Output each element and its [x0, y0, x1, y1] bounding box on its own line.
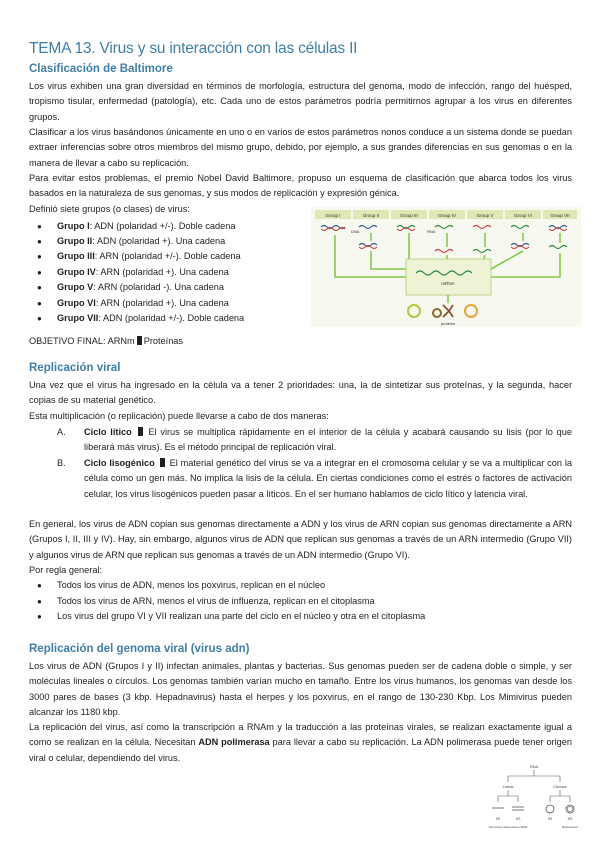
paragraph: Una vez que el virus ha ingresado en la célula va a tener 2 prioridades: una, la de sintetizar sus proteínas, y la segunda, hacer copias de su material genético.	[29, 380, 572, 406]
svg-text:Group I: Group I	[325, 213, 341, 218]
arrow-icon	[160, 458, 165, 467]
section-heading-adn: Replicación del genoma viral (virus adn)	[29, 643, 250, 655]
list-marker: A.	[57, 427, 66, 437]
objective-line: OBJETIVO FINAL: ARNm Proteínas	[29, 336, 184, 346]
paragraph: Por regla general:	[29, 565, 103, 575]
dna-classification-tree	[486, 760, 582, 832]
list-item: Ciclo lítico El virus se multiplica rápidamente en el interior de la célula y acabará causando su lisis (por lo que liberará más virus). Es el método principal de replicación viral.	[84, 427, 572, 453]
svg-text:Group IV: Group IV	[437, 213, 457, 218]
diagram-headers	[315, 210, 577, 219]
list-item: Los virus del grupo VI y VII realizan una parte del ciclo en el núcleo y otra en el citoplasma	[57, 611, 426, 621]
paragraph: En general, los virus de ADN copian sus genomas directamente a ADN y los virus de ARN copian sus genomas directamente a ARN (Grupos I, II, III y IV). Hay, sin embargo, algunos virus de ADN que replican sus genomas a través de un ARN intermedio (Grupo VII) y algunos virus de ARN que replican sus genomas a través de un ADN intermedio (Grupo VI).	[29, 519, 572, 560]
list-item: Todos los virus de ADN, menos los poxvirus, replican en el núcleo	[57, 580, 326, 590]
list-item: Grupo IV: ARN (polaridad +). Una cadena	[57, 267, 229, 277]
svg-text:Group VI: Group VI	[513, 213, 533, 218]
list-item: Ciclo lisogénico El material genético del virus se va a integrar en el cromosoma celular y se va a multiplicar con la célula como un gen más. No implica la lisis de la célula. En ciertas condiciones como el estrés o factores de activación celular, los virus lisogénicos pueden pasar a líticos. En el ser humano hablamos de ciclo lítico y latencia viral.	[84, 458, 573, 499]
paragraph: La replicación del virus, así como la transcripción a RNAm y la traducción a las proteínas virales, se realizan exactamente igual a como se realizan en la célula. Necesitan ADN polimerasa para llevar a cabo su replicación. La ADN polimerasa puede tener origen viral o celular, dependiendo del virus.	[29, 722, 572, 763]
bullet-icon: ●	[37, 299, 42, 308]
list-item: Todos los virus de ARN, menos el virus de influenza, replican en el citoplasma	[57, 596, 375, 606]
paragraph: Los virus exhiben una gran diversidad en términos de morfología, estructura del genoma, modo de infección, rango del huésped, tropismo tisular, enfermedad (patología), etc. Cada uno de estos parámetros podría permitirnos agrupar a los virus en diferentes grupos.	[29, 81, 572, 122]
svg-text:proteins: proteins	[440, 321, 456, 326]
paragraph: Esta multiplicación (o replicación) puede llevarse a cabo de dos maneras:	[29, 411, 329, 421]
list-item: Grupo II: ADN (polaridad +). Una cadena	[57, 236, 226, 246]
bullet-icon: ●	[37, 237, 42, 246]
svg-text:Group VII: Group VII	[550, 213, 570, 218]
arrow-icon	[138, 427, 143, 436]
svg-text:RNA: RNA	[427, 229, 436, 234]
list-marker: B.	[57, 458, 66, 468]
genome-shape-icons	[492, 805, 574, 813]
svg-text:Parvovirus Herpesvirus SIRE: Parvovirus Herpesvirus SIRE	[488, 825, 528, 829]
page-title: TEMA 13. Virus y su interacción con las células II	[29, 40, 358, 57]
svg-text:Group III: Group III	[400, 213, 418, 218]
mrna-box	[406, 259, 491, 295]
arrow-icon	[137, 336, 142, 345]
bullet-icon: ●	[37, 581, 42, 590]
svg-text:mRNA: mRNA	[441, 281, 455, 286]
svg-text:Group II: Group II	[362, 213, 380, 218]
svg-text:DS: DS	[567, 817, 573, 821]
bullet-icon: ●	[37, 222, 42, 231]
svg-text:Group V: Group V	[476, 213, 494, 218]
bullet-icon: ●	[37, 252, 42, 261]
bullet-icon: ●	[37, 268, 42, 277]
svg-text:Circular: Circular	[553, 784, 567, 789]
baltimore-diagram	[311, 207, 581, 327]
bullet-icon: ●	[37, 612, 42, 621]
list-item: Grupo V: ARN (polaridad -). Una cadena	[57, 282, 224, 292]
list-item: Grupo VII: ADN (polaridad +/-). Doble cadena	[57, 313, 245, 323]
paragraph: Definió siete grupos (o clases) de virus:	[29, 204, 190, 214]
svg-text:SS: SS	[495, 817, 501, 821]
svg-text:Lineal: Lineal	[502, 784, 514, 789]
section-heading-baltimore: Clasificación de Baltimore	[29, 63, 173, 75]
svg-text:SS: SS	[547, 817, 553, 821]
paragraph: Para evitar estos problemas, el premio Nobel David Baltimore, propuso un esquema de clasificación que abarca todos los virus basados en la naturaleza de sus genomas, y sus modos de replicación y expresión génica.	[29, 173, 572, 199]
list-item: Grupo VI: ARN (polaridad +). Una cadena	[57, 298, 229, 308]
list-item: Grupo III: ARN (polaridad +/-). Doble cadena	[57, 251, 241, 261]
svg-text:DNA: DNA	[351, 229, 360, 234]
section-heading-replicacion: Replicación viral	[29, 362, 121, 374]
svg-text:DS: DS	[515, 817, 521, 821]
svg-text:DNA: DNA	[529, 764, 539, 769]
list-item: Grupo I: ADN (polaridad +/-). Doble cadena	[57, 221, 236, 231]
paragraph: Los virus de ADN (Grupos I y II) infectan animales, plantas y bacterias. Sus genomas pueden ser de cadena doble o simple, y ser moléculas lineales o círculos. Los genomas también varían mucho en tamaño. Entre los virus humanos, los genomas van desde los 3000 pares de bases (3 kbp. Hepadnavirus) hasta el herpes y los poxvirus, en el rango de 130-230 Kbp. Los Mimivirus pueden alcanzar los 1180 kbp.	[29, 661, 572, 718]
bullet-icon: ●	[37, 314, 42, 323]
svg-text:Baculovirus: Baculovirus	[562, 825, 578, 829]
paragraph: Clasificar a los virus basándonos únicamente en uno o en varios de estos parámetros nonos conduce a un sistema donde se puedan extraer inferencias sobre otros miembros del mismo grupo, debido, por ejemplo, a sus grandes diferencias en sus genomas o en la manera de llevar a cabo su replicación.	[29, 127, 572, 168]
bullet-icon: ●	[37, 597, 42, 606]
bullet-icon: ●	[37, 283, 42, 292]
